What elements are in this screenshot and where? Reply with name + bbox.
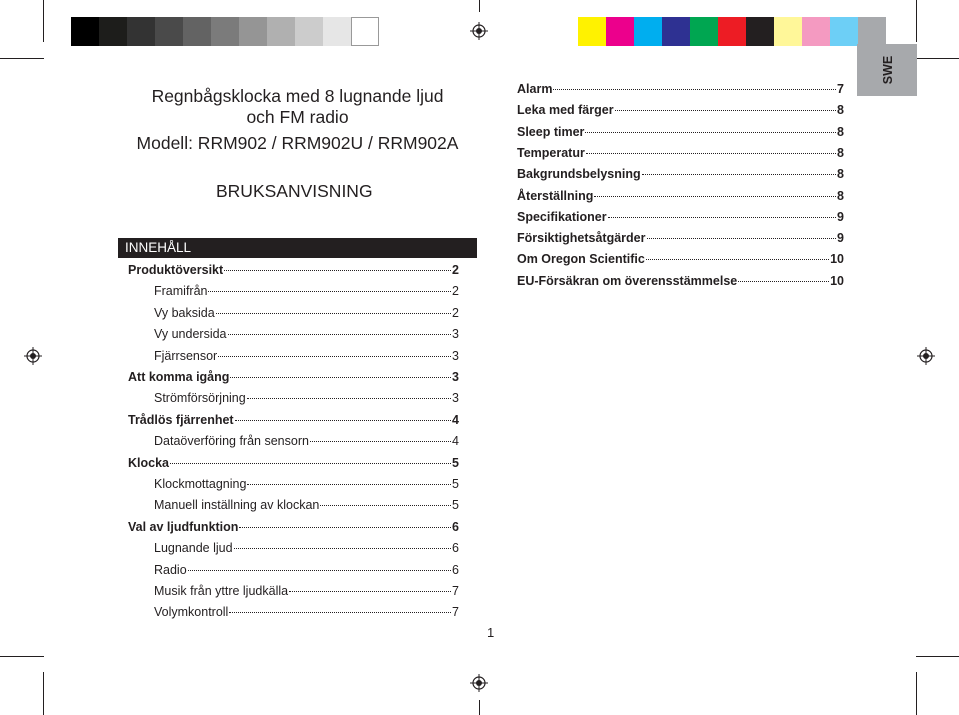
gray-swatch xyxy=(71,17,99,46)
toc-dot-leader xyxy=(247,398,451,399)
toc-entry-page: 8 xyxy=(837,167,844,182)
toc-entry-label: Fjärrsensor xyxy=(154,348,218,363)
toc-entry xyxy=(128,520,459,541)
toc-entry-label: Sleep timer xyxy=(517,124,585,139)
gray-swatch xyxy=(127,17,155,46)
gray-swatch xyxy=(267,17,295,46)
toc-entry xyxy=(517,210,844,231)
gray-swatch xyxy=(155,17,183,46)
toc-entry xyxy=(517,146,844,167)
color-swatch xyxy=(802,17,830,46)
toc-entry-label: Vy baksida xyxy=(154,305,215,320)
gray-swatch xyxy=(211,17,239,46)
crop-mark xyxy=(916,58,959,59)
toc-entry-label: Klockmottagning xyxy=(154,477,247,491)
crop-mark xyxy=(479,0,480,12)
toc-entry-label: EU-Försäkran om överensstämmelse xyxy=(517,273,738,288)
toc-dot-leader xyxy=(247,484,451,485)
toc-entry-page: 6 xyxy=(452,541,459,556)
toc-entry-label: Att komma igång xyxy=(128,370,230,384)
toc-entry xyxy=(128,263,459,284)
page-number: 1 xyxy=(487,625,495,640)
color-swatch xyxy=(606,17,634,46)
toc-entry-label: Vy undersida xyxy=(154,327,227,342)
toc-entry-page: 6 xyxy=(452,519,459,534)
toc-dot-leader xyxy=(586,153,836,154)
toc-entry xyxy=(128,349,459,370)
toc-entry-page: 5 xyxy=(452,498,459,513)
crop-mark xyxy=(43,0,44,42)
toc-entry xyxy=(128,391,459,412)
toc-entry-page: 9 xyxy=(837,209,844,224)
toc-entry-label: Volymkontroll xyxy=(154,605,229,620)
gray-swatch xyxy=(323,17,351,46)
toc-dot-leader xyxy=(553,89,836,90)
gray-swatch xyxy=(295,17,323,46)
toc-entry xyxy=(128,498,459,519)
gray-swatch xyxy=(239,17,267,46)
color-swatch xyxy=(690,17,718,46)
color-swatch xyxy=(718,17,746,46)
toc-entry-label: Alarm xyxy=(517,82,553,96)
toc-dot-leader xyxy=(320,505,451,506)
toc-entry xyxy=(128,284,459,305)
toc-entry-label: Manuell inställning av klockan xyxy=(154,498,320,513)
toc-entry-label: Musik från yttre ljudkälla xyxy=(154,584,289,598)
toc-dot-leader xyxy=(229,612,451,613)
toc-entry-page: 2 xyxy=(452,305,459,320)
toc-entry-page: 8 xyxy=(837,124,844,139)
toc-dot-leader xyxy=(738,281,829,282)
toc-entry-page: 3 xyxy=(452,327,459,342)
color-swatch xyxy=(578,17,606,46)
crop-mark xyxy=(0,58,44,59)
toc-entry-label: Leka med färger xyxy=(517,103,614,118)
gray-swatch xyxy=(183,17,211,46)
language-tab-label: SWE xyxy=(881,55,895,85)
toc-entry xyxy=(517,231,844,252)
toc-dot-leader xyxy=(289,591,451,592)
product-title-line-2: och FM radio xyxy=(246,107,349,127)
toc-dot-leader xyxy=(170,463,451,464)
toc-entry-label: Bakgrundsbelysning xyxy=(517,167,641,182)
toc-entry-page: 2 xyxy=(452,284,459,299)
registration-mark-icon xyxy=(470,22,488,40)
toc-entry-page: 9 xyxy=(837,231,844,246)
toc-entry-label: Klocka xyxy=(128,455,169,470)
toc-entry-page: 8 xyxy=(837,145,844,160)
toc-dot-leader xyxy=(234,548,452,549)
toc-entry xyxy=(128,370,459,391)
toc-entry-label: Lugnande ljud xyxy=(154,541,233,556)
crop-mark xyxy=(0,656,44,657)
crop-mark xyxy=(916,672,917,715)
toc-entry xyxy=(128,584,459,605)
toc-dot-leader xyxy=(235,420,451,421)
toc-entry xyxy=(517,167,844,188)
toc-dot-leader xyxy=(218,356,451,357)
toc-dot-leader xyxy=(188,570,451,571)
toc-entry-label: Dataöverföring från sensorn xyxy=(154,434,309,449)
toc-entry-page: 4 xyxy=(452,434,459,449)
toc-entry-page: 8 xyxy=(837,103,844,118)
toc-dot-leader xyxy=(230,377,451,378)
manual-heading: BRUKSANVISNING xyxy=(216,181,373,201)
toc-entry-label: Försiktighetsåtgärder xyxy=(517,231,646,246)
contents-heading-bar xyxy=(118,238,477,258)
model-line: Modell: RRM902 / RRM902U / RRM902A xyxy=(136,133,459,153)
toc-entry-page: 10 xyxy=(830,273,844,288)
toc-entry-label: Temperatur xyxy=(517,145,585,160)
toc-entry-label: Val av ljudfunktion xyxy=(128,519,239,534)
toc-entry xyxy=(128,413,459,434)
toc-entry-label: Återställning xyxy=(517,188,594,203)
toc-entry xyxy=(517,82,844,103)
toc-entry xyxy=(128,327,459,348)
crop-mark xyxy=(43,672,44,715)
toc-entry-page: 5 xyxy=(452,477,459,491)
product-title-line-1: Regnbågsklocka med 8 lugnande ljud xyxy=(151,86,444,106)
toc-entry xyxy=(517,189,844,210)
color-swatch xyxy=(858,17,886,46)
toc-entry-page: 5 xyxy=(452,455,459,470)
toc-dot-leader xyxy=(647,238,837,239)
toc-entry-page: 3 xyxy=(452,348,459,363)
toc-entry-page: 3 xyxy=(452,391,459,406)
toc-dot-leader xyxy=(224,270,451,271)
color-swatch xyxy=(830,17,858,46)
toc-entry-page: 3 xyxy=(452,370,459,384)
toc-entry-label: Strömförsörjning xyxy=(154,391,246,406)
toc-entry-page: 4 xyxy=(452,412,459,427)
toc-entry-label: Specifikationer xyxy=(517,209,607,224)
toc-entry xyxy=(128,563,459,584)
toc-dot-leader xyxy=(239,527,451,528)
toc-entry xyxy=(128,456,459,477)
registration-mark-icon xyxy=(470,674,488,692)
color-swatch xyxy=(746,17,774,46)
color-swatch xyxy=(662,17,690,46)
toc-entry xyxy=(517,125,844,146)
toc-entry xyxy=(128,605,459,626)
language-tab xyxy=(857,44,917,96)
contents-heading: INNEHÅLL xyxy=(125,240,192,255)
toc-dot-leader xyxy=(646,259,829,260)
registration-mark-icon xyxy=(24,347,42,365)
toc-entry-label: Om Oregon Scientific xyxy=(517,252,645,267)
toc-dot-leader xyxy=(208,291,451,292)
toc-entry xyxy=(517,252,844,273)
toc-entry xyxy=(517,274,844,295)
registration-mark-icon xyxy=(917,347,935,365)
crop-mark xyxy=(479,700,480,715)
color-swatch xyxy=(774,17,802,46)
toc-entry-page: 6 xyxy=(452,562,459,577)
toc-entry-page: 8 xyxy=(837,188,844,203)
toc-entry-label: Trådlös fjärrenhet xyxy=(128,412,234,427)
toc-dot-leader xyxy=(642,174,836,175)
toc-entry xyxy=(128,434,459,455)
toc-entry-page: 2 xyxy=(452,263,459,277)
toc-dot-leader xyxy=(594,196,836,197)
toc-entry xyxy=(128,541,459,562)
crop-mark xyxy=(916,656,959,657)
color-swatch xyxy=(634,17,662,46)
toc-entry-label: Produktöversikt xyxy=(128,263,224,277)
toc-entry xyxy=(517,103,844,124)
toc-dot-leader xyxy=(585,132,836,133)
toc-entry-label: Framifrån xyxy=(154,284,208,299)
crop-mark xyxy=(916,0,917,42)
gray-swatch xyxy=(351,17,379,46)
gray-swatch xyxy=(99,17,127,46)
toc-entry-page: 7 xyxy=(837,82,844,96)
toc-entry xyxy=(128,306,459,327)
toc-entry-page: 7 xyxy=(452,584,459,598)
toc-entry-page: 7 xyxy=(452,605,459,620)
toc-dot-leader xyxy=(216,313,451,314)
toc-entry-page: 10 xyxy=(830,252,844,267)
toc-entry-label: Radio xyxy=(154,562,187,577)
toc-dot-leader xyxy=(615,110,836,111)
toc-dot-leader xyxy=(310,441,451,442)
toc-dot-leader xyxy=(608,217,836,218)
toc-dot-leader xyxy=(228,334,452,335)
toc-entry xyxy=(128,477,459,498)
